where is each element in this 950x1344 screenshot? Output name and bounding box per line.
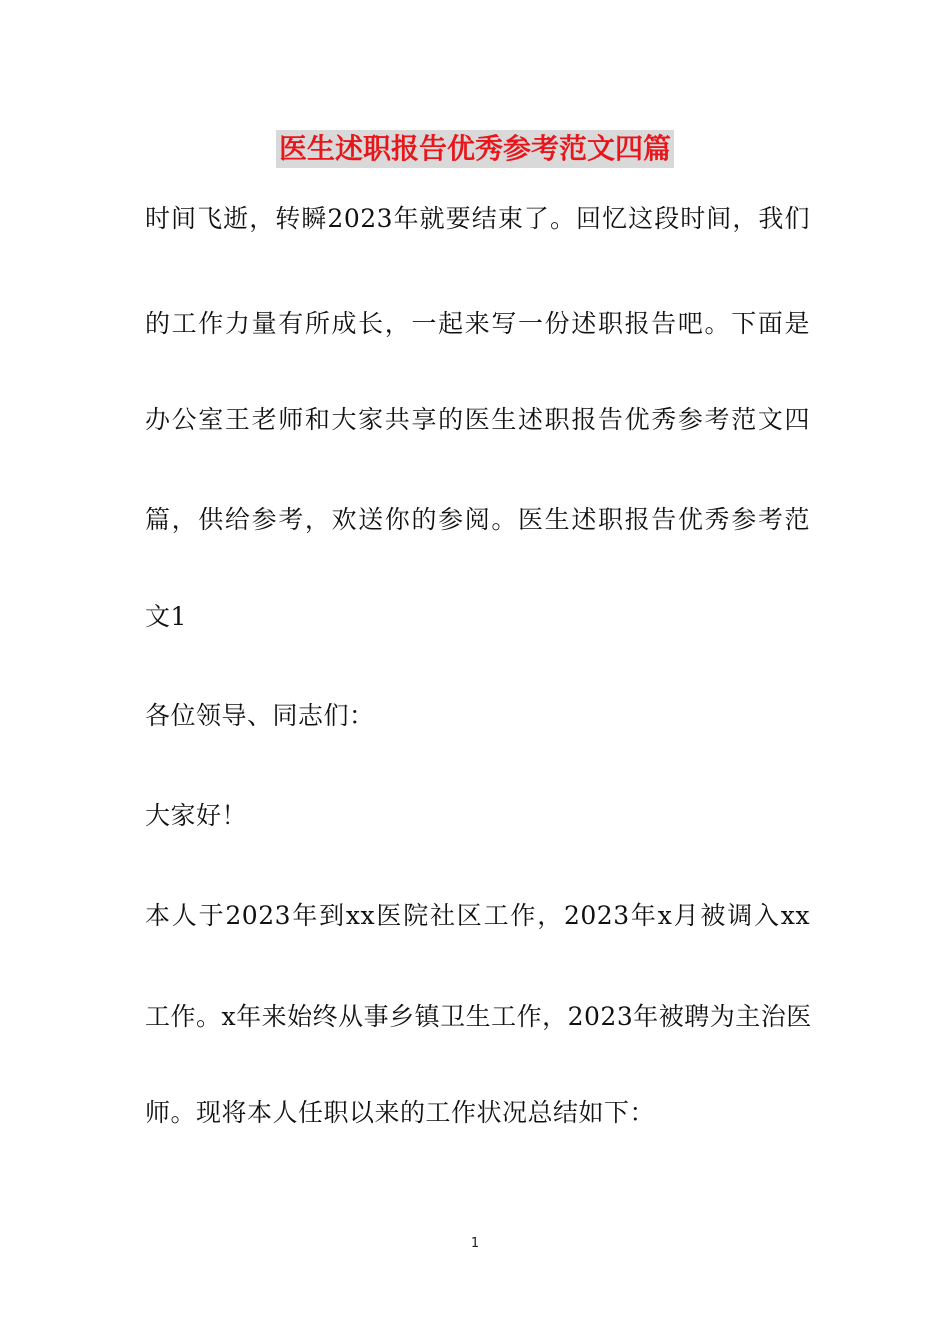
document-title: 医生述职报告优秀参考范文四篇 [276, 130, 674, 168]
body-line-6: 各位领导、同志们： [145, 701, 375, 730]
body-line-10: 师。现将本人任职以来的工作状况总结如下： [145, 1098, 656, 1127]
body-line-1: 时间飞逝，转瞬2023年就要结束了。回忆这段时间，我们 [145, 204, 810, 233]
body-line-2: 的工作力量有所成长，一起来写一份述职报告吧。下面是 [145, 309, 810, 338]
body-line-4: 篇，供给参考，欢送你的参阅。医生述职报告优秀参考范 [145, 505, 810, 534]
page-number: 1 [470, 1236, 480, 1251]
body-line-8: 本人于2023年到xx医院社区工作，2023年x月被调入xx [145, 901, 810, 930]
title-container [0, 130, 950, 168]
body-line-5: 文1 [145, 602, 187, 631]
body-line-7: 大家好！ [145, 801, 248, 830]
body-line-3: 办公室王老师和大家共享的医生述职报告优秀参考范文四 [145, 405, 810, 434]
body-line-9: 工作。x年来始终从事乡镇卫生工作，2023年被聘为主治医 [145, 1002, 812, 1031]
